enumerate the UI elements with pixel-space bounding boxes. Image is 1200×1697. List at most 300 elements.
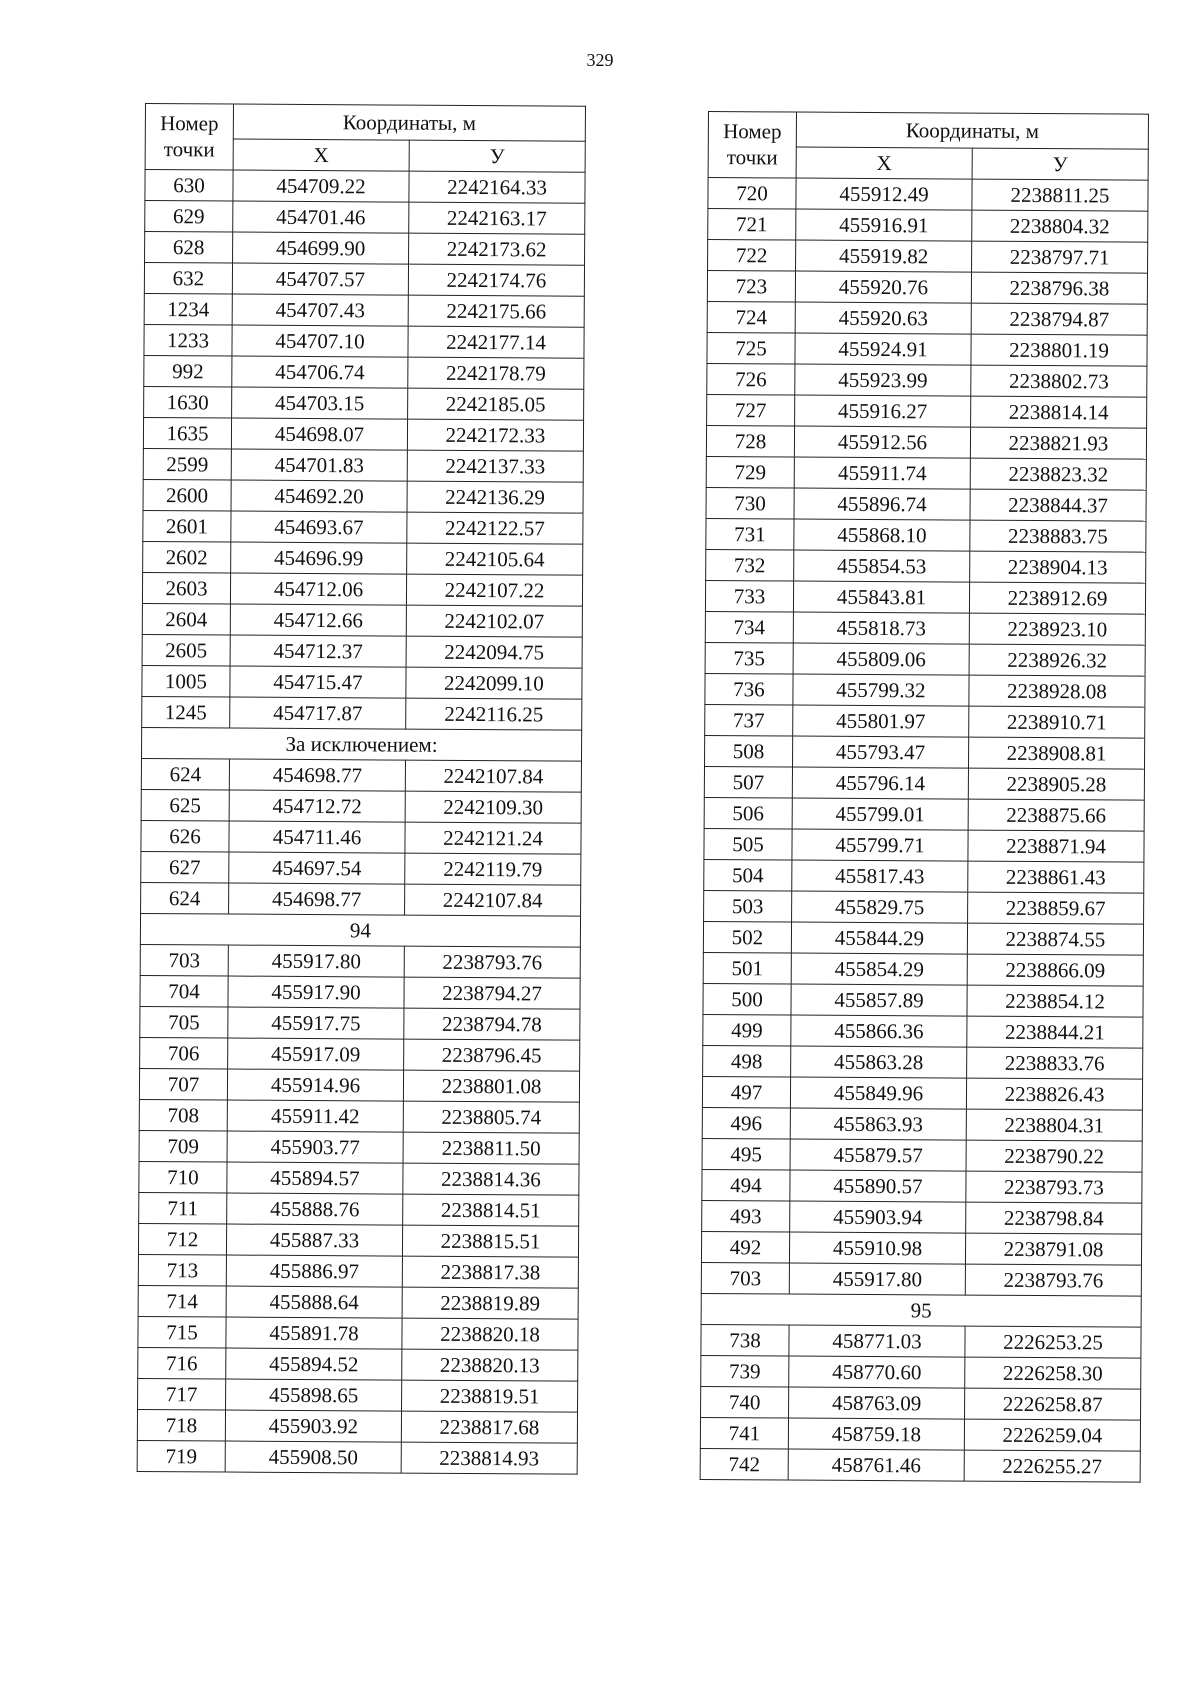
table-row bbox=[139, 1068, 579, 1102]
y-coordinate-cell: 2238814.93 bbox=[401, 1442, 577, 1474]
table-row bbox=[143, 541, 583, 575]
table-row bbox=[138, 1347, 578, 1381]
table-row bbox=[144, 355, 584, 389]
point-number-cell: 724 bbox=[707, 301, 795, 333]
point-number-cell: 727 bbox=[707, 394, 795, 426]
point-number-cell: 715 bbox=[138, 1316, 226, 1348]
x-coordinate-cell: 455863.93 bbox=[790, 1108, 966, 1140]
x-coordinate-cell: 454701.83 bbox=[231, 449, 407, 481]
point-number-cell: 732 bbox=[706, 549, 794, 581]
table-row bbox=[704, 766, 1144, 800]
y-coordinate-cell: 2242178.79 bbox=[408, 357, 584, 389]
point-number-cell: 499 bbox=[703, 1014, 791, 1046]
x-coordinate-cell: 455857.89 bbox=[791, 984, 967, 1016]
y-coordinate-cell: 2238859.67 bbox=[968, 892, 1144, 924]
table-row bbox=[138, 1316, 578, 1350]
point-number-cell: 723 bbox=[707, 271, 795, 303]
y-coordinate-cell: 2242164.33 bbox=[409, 171, 585, 203]
table-row bbox=[702, 1107, 1142, 1141]
point-number-cell: 704 bbox=[140, 975, 228, 1007]
table-row bbox=[708, 209, 1148, 243]
y-coordinate-cell: 2238793.73 bbox=[966, 1171, 1142, 1203]
y-coordinate-cell: 2226255.27 bbox=[964, 1450, 1140, 1482]
point-number-cell: 626 bbox=[141, 820, 229, 852]
y-coordinate-cell: 2238794.27 bbox=[404, 977, 580, 1009]
y-coordinate-cell: 2238912.69 bbox=[969, 582, 1145, 614]
x-coordinate-cell: 454712.72 bbox=[229, 790, 405, 822]
table-row bbox=[142, 603, 582, 637]
y-coordinate-cell: 2238796.45 bbox=[404, 1039, 580, 1071]
y-coordinate-cell: 2238844.37 bbox=[970, 489, 1146, 521]
table-row bbox=[702, 1169, 1142, 1203]
table-row bbox=[138, 1223, 578, 1257]
table-row bbox=[141, 882, 581, 916]
table-row bbox=[141, 851, 581, 885]
point-number-cell: 716 bbox=[138, 1347, 226, 1379]
x-coordinate-cell: 455817.43 bbox=[792, 860, 968, 892]
point-number-cell: 625 bbox=[141, 789, 229, 821]
table-row bbox=[705, 611, 1145, 645]
section-row bbox=[140, 913, 580, 947]
table-row bbox=[704, 797, 1144, 831]
y-coordinate-cell: 2242102.07 bbox=[406, 605, 582, 637]
table-row bbox=[702, 1200, 1142, 1234]
point-number-cell: 494 bbox=[702, 1169, 790, 1201]
table-row bbox=[704, 828, 1144, 862]
x-coordinate-cell: 454698.07 bbox=[231, 418, 407, 450]
y-coordinate-cell: 2242177.14 bbox=[408, 326, 584, 358]
table-row bbox=[142, 572, 582, 606]
section-title: 94 bbox=[140, 913, 580, 947]
table-row bbox=[703, 921, 1143, 955]
coordinates-table-right bbox=[700, 111, 1149, 1483]
x-coordinate-cell: 458759.18 bbox=[788, 1418, 964, 1450]
y-coordinate-cell: 2238817.68 bbox=[401, 1411, 577, 1443]
y-coordinate-cell: 2242107.84 bbox=[405, 884, 581, 916]
table-row bbox=[143, 448, 583, 482]
x-coordinate-cell: 455917.80 bbox=[228, 945, 404, 977]
y-coordinate-cell: 2238923.10 bbox=[969, 613, 1145, 645]
y-coordinate-cell: 2226253.25 bbox=[965, 1326, 1141, 1358]
y-coordinate-cell: 2238820.13 bbox=[402, 1349, 578, 1381]
y-coordinate-cell: 2242173.62 bbox=[409, 233, 585, 265]
x-coordinate-cell: 455854.53 bbox=[794, 550, 970, 582]
y-coordinate-cell: 2238793.76 bbox=[404, 946, 580, 978]
table-row bbox=[143, 510, 583, 544]
table-row bbox=[138, 1254, 578, 1288]
y-coordinate-cell: 2242109.30 bbox=[405, 791, 581, 823]
point-number-cell: 739 bbox=[701, 1355, 789, 1387]
table-row bbox=[144, 293, 584, 327]
point-number-cell: 729 bbox=[706, 456, 794, 488]
x-coordinate-cell: 455903.77 bbox=[227, 1131, 403, 1163]
point-number-cell: 492 bbox=[701, 1231, 789, 1263]
table-row bbox=[137, 1409, 577, 1443]
table-row bbox=[142, 634, 582, 668]
table-row bbox=[143, 417, 583, 451]
y-coordinate-cell: 2242185.05 bbox=[408, 388, 584, 420]
table-row bbox=[702, 1076, 1142, 1110]
y-coordinate-cell: 2238908.81 bbox=[968, 737, 1144, 769]
table-row bbox=[701, 1324, 1141, 1358]
point-number-cell: 627 bbox=[141, 851, 229, 883]
table-row bbox=[708, 178, 1148, 212]
table-row bbox=[137, 1440, 577, 1474]
point-number-cell: 2601 bbox=[143, 510, 231, 542]
y-coordinate-cell: 2242107.84 bbox=[405, 760, 581, 792]
table-row bbox=[704, 735, 1144, 769]
x-coordinate-cell: 455914.96 bbox=[227, 1069, 403, 1101]
y-coordinate-cell: 2238826.43 bbox=[966, 1078, 1142, 1110]
y-coordinate-cell: 2238802.73 bbox=[971, 365, 1147, 397]
table-row bbox=[706, 456, 1146, 490]
x-coordinate-cell: 455917.75 bbox=[228, 1007, 404, 1039]
y-coordinate-cell: 2238905.28 bbox=[968, 768, 1144, 800]
x-coordinate-cell: 454712.66 bbox=[230, 604, 406, 636]
point-number-cell: 717 bbox=[138, 1378, 226, 1410]
y-coordinate-cell: 2242175.66 bbox=[408, 295, 584, 327]
y-coordinate-cell: 2242122.57 bbox=[407, 512, 583, 544]
x-coordinate-cell: 455863.28 bbox=[791, 1046, 967, 1078]
y-coordinate-cell: 2238819.51 bbox=[402, 1380, 578, 1412]
point-number-cell: 737 bbox=[705, 704, 793, 736]
point-number-cell: 1234 bbox=[144, 293, 232, 325]
table-row bbox=[707, 301, 1147, 335]
x-coordinate-cell: 455916.91 bbox=[796, 209, 972, 241]
point-number-cell: 728 bbox=[706, 425, 794, 457]
x-coordinate-cell: 454715.47 bbox=[230, 666, 406, 698]
point-number-cell: 725 bbox=[707, 332, 795, 364]
point-number-cell: 505 bbox=[704, 828, 792, 860]
x-coordinate-cell: 458770.60 bbox=[789, 1356, 965, 1388]
table-row bbox=[706, 425, 1146, 459]
y-coordinate-cell: 2226258.87 bbox=[965, 1388, 1141, 1420]
y-coordinate-cell: 2242099.10 bbox=[406, 667, 582, 699]
x-coordinate-cell: 455917.80 bbox=[789, 1263, 965, 1295]
y-coordinate-cell: 2238844.21 bbox=[967, 1016, 1143, 1048]
point-number-cell: 1233 bbox=[144, 324, 232, 356]
x-coordinate-cell: 455844.29 bbox=[791, 922, 967, 954]
point-number-cell: 624 bbox=[141, 758, 229, 790]
x-coordinate-cell: 454693.67 bbox=[231, 511, 407, 543]
y-coordinate-cell: 2238811.25 bbox=[972, 179, 1148, 211]
point-number-cell: 740 bbox=[701, 1386, 789, 1418]
table-row bbox=[705, 704, 1145, 738]
table-row bbox=[138, 1378, 578, 1412]
y-coordinate-cell: 2238791.08 bbox=[965, 1233, 1141, 1265]
table-row bbox=[141, 758, 581, 792]
table-row bbox=[705, 673, 1145, 707]
point-number-header bbox=[145, 104, 233, 171]
y-coordinate-cell: 2238817.38 bbox=[402, 1256, 578, 1288]
point-number-cell: 721 bbox=[708, 209, 796, 241]
point-number-cell: 500 bbox=[703, 983, 791, 1015]
x-coordinate-cell: 455894.52 bbox=[226, 1348, 402, 1380]
x-coordinate-cell: 455894.57 bbox=[227, 1162, 403, 1194]
point-number-cell: 705 bbox=[140, 1006, 228, 1038]
y-coordinate-cell: 2226259.04 bbox=[964, 1419, 1140, 1451]
table-row bbox=[701, 1231, 1141, 1265]
x-coordinate-cell: 455917.09 bbox=[228, 1038, 404, 1070]
x-coordinate-cell: 454692.20 bbox=[231, 480, 407, 512]
y-coordinate-cell: 2238871.94 bbox=[968, 830, 1144, 862]
y-coordinate-cell: 2238866.09 bbox=[967, 954, 1143, 986]
x-column-header: X bbox=[796, 147, 972, 179]
table-row bbox=[706, 487, 1146, 521]
section-row bbox=[141, 727, 581, 761]
table-row bbox=[707, 394, 1147, 428]
y-coordinate-cell: 2238804.31 bbox=[966, 1109, 1142, 1141]
point-number-cell: 703 bbox=[140, 944, 228, 976]
table-row bbox=[708, 240, 1148, 274]
y-coordinate-cell: 2238854.12 bbox=[967, 985, 1143, 1017]
table-row bbox=[140, 975, 580, 1009]
table-row bbox=[700, 1448, 1140, 1482]
table-row bbox=[700, 1417, 1140, 1451]
x-coordinate-cell: 455903.92 bbox=[225, 1410, 401, 1442]
point-number-cell: 2603 bbox=[142, 572, 230, 604]
point-number-cell: 501 bbox=[703, 952, 791, 984]
table-row bbox=[144, 263, 584, 297]
page-number: 329 bbox=[586, 50, 614, 70]
x-coordinate-cell: 455903.94 bbox=[790, 1201, 966, 1233]
x-coordinate-cell: 454696.99 bbox=[231, 542, 407, 574]
x-coordinate-cell: 454717.87 bbox=[230, 697, 406, 729]
table-row bbox=[703, 983, 1143, 1017]
x-coordinate-cell: 454706.74 bbox=[232, 356, 408, 388]
point-number-cell: 706 bbox=[140, 1037, 228, 1069]
x-coordinate-cell: 454712.06 bbox=[230, 573, 406, 605]
y-column-header: У bbox=[972, 148, 1148, 180]
table-row bbox=[140, 1006, 580, 1040]
point-number-cell: 624 bbox=[141, 882, 229, 914]
point-number-cell: 712 bbox=[138, 1223, 226, 1255]
point-number-cell: 741 bbox=[700, 1417, 788, 1449]
point-number-cell: 2599 bbox=[143, 448, 231, 480]
point-number-cell: 630 bbox=[145, 170, 233, 202]
point-number-cell: 506 bbox=[704, 797, 792, 829]
table-row bbox=[707, 363, 1147, 397]
point-number-cell: 710 bbox=[139, 1161, 227, 1193]
coordinates-table-left bbox=[137, 103, 586, 1475]
point-number-cell: 504 bbox=[704, 859, 792, 891]
table-row bbox=[704, 859, 1144, 893]
y-coordinate-cell: 2242174.76 bbox=[408, 264, 584, 296]
x-coordinate-cell: 454711.46 bbox=[229, 821, 405, 853]
point-number-cell: 703 bbox=[701, 1262, 789, 1294]
point-number-cell: 628 bbox=[145, 232, 233, 264]
table-row bbox=[141, 820, 581, 854]
x-coordinate-cell: 455829.75 bbox=[792, 891, 968, 923]
x-coordinate-cell: 455919.82 bbox=[796, 240, 972, 272]
table-row bbox=[706, 549, 1146, 583]
y-coordinate-cell: 2242136.29 bbox=[407, 481, 583, 513]
x-coordinate-cell: 455887.33 bbox=[226, 1224, 402, 1256]
point-number-cell: 722 bbox=[708, 240, 796, 272]
x-coordinate-cell: 455866.36 bbox=[791, 1015, 967, 1047]
x-coordinate-cell: 455888.76 bbox=[227, 1193, 403, 1225]
table-row bbox=[703, 1045, 1143, 1079]
point-number-cell: 493 bbox=[702, 1200, 790, 1232]
section-title: 95 bbox=[701, 1293, 1141, 1327]
point-number-cell: 507 bbox=[704, 766, 792, 798]
point-number-cell: 720 bbox=[708, 178, 796, 210]
y-coordinate-cell: 2238798.84 bbox=[966, 1202, 1142, 1234]
x-coordinate-cell: 455912.56 bbox=[794, 426, 970, 458]
point-number-cell: 713 bbox=[138, 1254, 226, 1286]
point-number-cell: 495 bbox=[702, 1138, 790, 1170]
table-row bbox=[707, 271, 1147, 305]
y-coordinate-cell: 2238794.87 bbox=[971, 303, 1147, 335]
table-body bbox=[137, 170, 585, 1475]
point-number-cell: 738 bbox=[701, 1324, 789, 1356]
y-coordinate-cell: 2238796.38 bbox=[971, 272, 1147, 304]
point-number-cell: 734 bbox=[705, 611, 793, 643]
point-number-cell: 1245 bbox=[142, 696, 230, 728]
x-coordinate-cell: 455896.74 bbox=[794, 488, 970, 520]
x-coordinate-cell: 455799.32 bbox=[793, 674, 969, 706]
x-coordinate-cell: 455923.99 bbox=[795, 364, 971, 396]
point-number-cell: 736 bbox=[705, 673, 793, 705]
y-coordinate-cell: 2238804.32 bbox=[972, 210, 1148, 242]
section-title: За исключением: bbox=[141, 727, 581, 761]
x-coordinate-cell: 454703.15 bbox=[232, 387, 408, 419]
y-coordinate-cell: 2242172.33 bbox=[407, 419, 583, 451]
x-coordinate-cell: 454707.43 bbox=[232, 294, 408, 326]
table-row bbox=[142, 665, 582, 699]
x-coordinate-cell: 455924.91 bbox=[795, 333, 971, 365]
point-number-cell: 709 bbox=[139, 1130, 227, 1162]
point-number-cell: 708 bbox=[139, 1099, 227, 1131]
point-number-cell: 2602 bbox=[143, 541, 231, 573]
table-row bbox=[145, 170, 585, 204]
y-coordinate-cell: 2238926.32 bbox=[969, 644, 1145, 676]
x-coordinate-cell: 455799.01 bbox=[792, 798, 968, 830]
table-row bbox=[703, 1014, 1143, 1048]
point-number-cell: 742 bbox=[700, 1448, 788, 1480]
table-row bbox=[706, 518, 1146, 552]
x-coordinate-cell: 458771.03 bbox=[789, 1325, 965, 1357]
x-coordinate-cell: 455849.96 bbox=[790, 1077, 966, 1109]
point-number-cell: 730 bbox=[706, 487, 794, 519]
x-coordinate-cell: 455801.97 bbox=[793, 705, 969, 737]
x-coordinate-cell: 455854.29 bbox=[791, 953, 967, 985]
point-number-header-line1: Номер bbox=[723, 119, 782, 144]
y-coordinate-cell: 2238928.08 bbox=[969, 675, 1145, 707]
point-number-cell: 714 bbox=[138, 1285, 226, 1317]
x-coordinate-cell: 455916.27 bbox=[795, 395, 971, 427]
x-coordinate-cell: 455868.10 bbox=[794, 519, 970, 551]
table-row bbox=[145, 201, 585, 235]
y-coordinate-cell: 2238805.74 bbox=[403, 1101, 579, 1133]
y-coordinate-cell: 2238801.08 bbox=[403, 1070, 579, 1102]
y-coordinate-cell: 2238820.18 bbox=[402, 1318, 578, 1350]
y-coordinate-cell: 2238811.50 bbox=[403, 1132, 579, 1164]
x-coordinate-cell: 454701.46 bbox=[233, 201, 409, 233]
table-row bbox=[143, 479, 583, 513]
y-coordinate-cell: 2242116.25 bbox=[406, 698, 582, 730]
x-coordinate-cell: 454697.54 bbox=[229, 852, 405, 884]
point-number-cell: 735 bbox=[705, 642, 793, 674]
point-number-header-line2: точки bbox=[726, 144, 778, 169]
table-row bbox=[139, 1099, 579, 1133]
x-coordinate-cell: 455890.57 bbox=[790, 1170, 966, 1202]
x-coordinate-cell: 454699.90 bbox=[233, 232, 409, 264]
table-row bbox=[140, 944, 580, 978]
x-coordinate-cell: 454707.10 bbox=[232, 325, 408, 357]
point-number-cell: 632 bbox=[144, 263, 232, 295]
x-coordinate-cell: 458761.46 bbox=[788, 1449, 964, 1481]
coordinates-header: Координаты, м bbox=[796, 112, 1148, 149]
y-coordinate-cell: 2238797.71 bbox=[972, 241, 1148, 273]
point-number-cell: 498 bbox=[703, 1045, 791, 1077]
table-row bbox=[139, 1161, 579, 1195]
y-coordinate-cell: 2238883.75 bbox=[970, 520, 1146, 552]
point-number-header-line2: точки bbox=[163, 136, 215, 161]
table-row bbox=[145, 232, 585, 266]
table-row bbox=[139, 1130, 579, 1164]
y-coordinate-cell: 2242105.64 bbox=[407, 543, 583, 575]
x-coordinate-cell: 455818.73 bbox=[793, 612, 969, 644]
x-coordinate-cell: 455912.49 bbox=[796, 178, 972, 210]
y-coordinate-cell: 2238874.55 bbox=[967, 923, 1143, 955]
table-row bbox=[701, 1262, 1141, 1296]
y-coordinate-cell: 2238801.19 bbox=[971, 334, 1147, 366]
point-number-header bbox=[708, 112, 796, 179]
table-row bbox=[704, 890, 1144, 924]
y-coordinate-cell: 2238814.36 bbox=[403, 1163, 579, 1195]
x-coordinate-cell: 454698.77 bbox=[229, 759, 405, 791]
point-number-cell: 503 bbox=[704, 890, 792, 922]
table-row bbox=[703, 952, 1143, 986]
x-coordinate-cell: 458763.09 bbox=[789, 1387, 965, 1419]
point-number-cell: 711 bbox=[139, 1192, 227, 1224]
point-number-cell: 629 bbox=[145, 201, 233, 233]
y-coordinate-cell: 2238904.13 bbox=[970, 551, 1146, 583]
x-coordinate-cell: 455911.42 bbox=[227, 1100, 403, 1132]
y-coordinate-cell: 2238861.43 bbox=[968, 861, 1144, 893]
x-coordinate-cell: 455898.65 bbox=[226, 1379, 402, 1411]
x-coordinate-cell: 455908.50 bbox=[225, 1441, 401, 1473]
x-coordinate-cell: 454712.37 bbox=[230, 635, 406, 667]
point-number-cell: 497 bbox=[702, 1076, 790, 1108]
table-row bbox=[141, 789, 581, 823]
table-row bbox=[707, 332, 1147, 366]
coordinates-header: Координаты, м bbox=[233, 104, 585, 141]
table-body bbox=[700, 178, 1148, 1483]
x-coordinate-cell: 455886.97 bbox=[226, 1255, 402, 1287]
y-coordinate-cell: 2238833.76 bbox=[967, 1047, 1143, 1079]
point-number-cell: 726 bbox=[707, 363, 795, 395]
point-number-cell: 718 bbox=[137, 1409, 225, 1441]
y-coordinate-cell: 2226258.30 bbox=[965, 1357, 1141, 1389]
section-row bbox=[701, 1293, 1141, 1327]
point-number-cell: 719 bbox=[137, 1440, 225, 1472]
y-coordinate-cell: 2242107.22 bbox=[406, 574, 582, 606]
point-number-cell: 508 bbox=[704, 735, 792, 767]
y-coordinate-cell: 2242163.17 bbox=[409, 202, 585, 234]
point-number-cell: 1635 bbox=[143, 417, 231, 449]
table-row bbox=[705, 580, 1145, 614]
x-coordinate-cell: 455920.76 bbox=[795, 271, 971, 303]
table-row bbox=[144, 386, 584, 420]
x-coordinate-cell: 455796.14 bbox=[792, 767, 968, 799]
x-coordinate-cell: 455910.98 bbox=[789, 1232, 965, 1264]
y-coordinate-cell: 2238793.76 bbox=[965, 1264, 1141, 1296]
x-column-header: X bbox=[233, 139, 409, 171]
y-coordinate-cell: 2242094.75 bbox=[406, 636, 582, 668]
y-coordinate-cell: 2238794.78 bbox=[404, 1008, 580, 1040]
